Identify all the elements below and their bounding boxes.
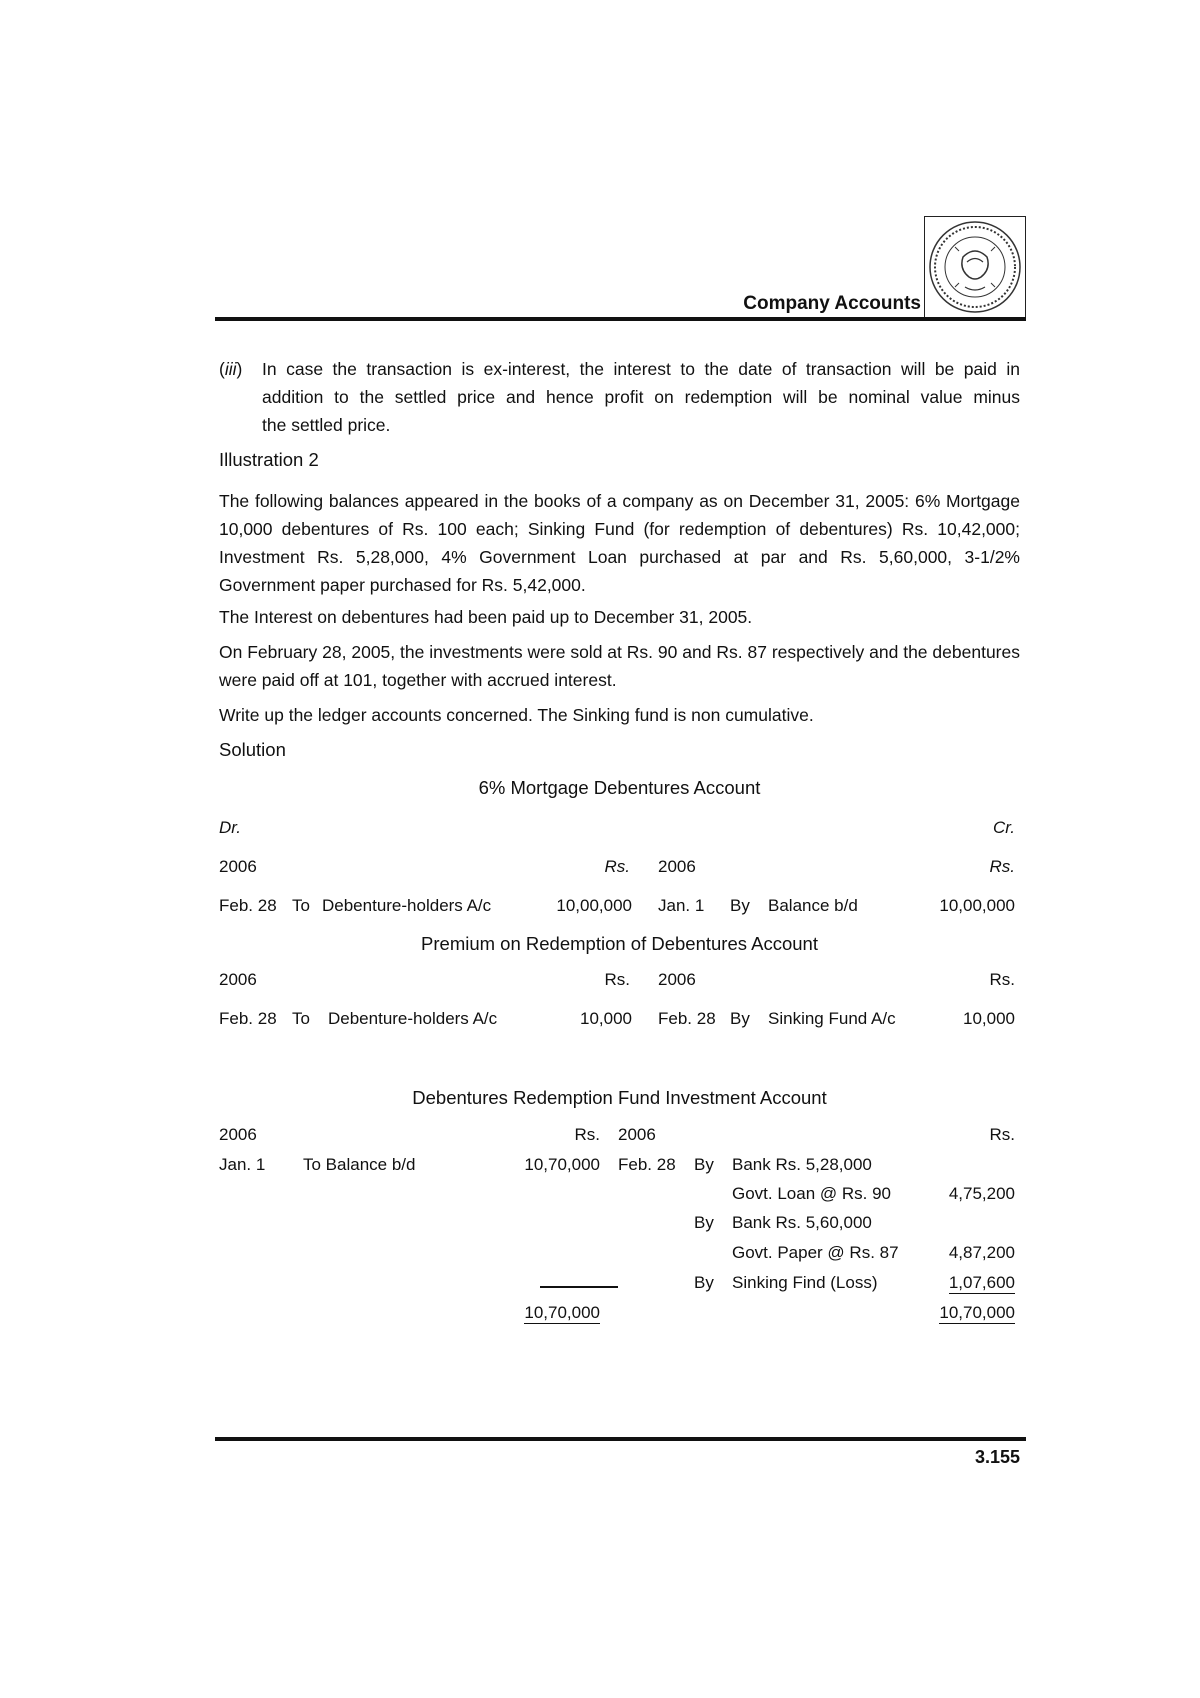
account3-amount-2: 4,75,200 [948,1184,1015,1203]
account1-by: By [730,896,750,915]
account3-by-5: By [694,1273,714,1292]
account2-particulars-right: Sinking Fund A/c [768,1009,896,1028]
account3-left-subtotal-rule [540,1286,618,1288]
account1-particulars-right: Balance b/d [768,896,858,915]
header-rule [215,317,1026,321]
account3-by-3: By [694,1213,714,1232]
account3-year-left: 2006 [219,1125,257,1144]
account3-rs-right: Rs. [989,1125,1015,1144]
account3-particulars-3: Bank Rs. 5,60,000 [732,1213,872,1232]
account3-particulars-5: Sinking Find (Loss) [732,1273,878,1292]
account3-by-1: By [694,1155,714,1174]
account2-rs-left: Rs. [604,970,630,989]
illustration-paragraph-3: On February 28, 2005, the investments were sold at Rs. 90 and Rs. 87 respectively and the debentures were paid off at 101, together with accrued interest. [219,642,1020,690]
institute-seal-logo-icon [924,216,1026,318]
account2-particulars-left: Debenture-holders A/c [328,1009,498,1028]
account3-particulars-left: To Balance b/d [303,1155,416,1174]
account3-amount-5: 1,07,600 [948,1273,1015,1292]
account2-by: By [730,1009,750,1028]
account1-date-right: Jan. 1 [658,896,705,915]
account2-date-right: Feb. 28 [658,1009,716,1028]
account1-particulars-left: Debenture-holders A/c [322,896,492,915]
account3-total-left: 10,70,000 [524,1303,600,1322]
account3-amount-left: 10,70,000 [524,1155,600,1174]
account2-rs-right: Rs. [989,970,1015,989]
account3-particulars-2: Govt. Loan @ Rs. 90 [732,1184,892,1203]
intro-line-2: addition to the settled price and hence profit on redemption will be nominal value minus [262,387,1020,407]
footer-rule [215,1437,1026,1441]
illustration-paragraph-4: Write up the ledger accounts concerned. The Sinking fund is non cumulative. [219,705,814,725]
page-number: 3.155 [974,1447,1020,1467]
account1-rs-right: Rs. [989,857,1015,876]
account3-amount-4: 4,87,200 [948,1243,1015,1262]
account3-particulars-1: Bank Rs. 5,28,000 [732,1155,872,1174]
account1-rs-left: Rs. [604,857,630,876]
illustration-heading: Illustration 2 [219,449,319,470]
account2-amount-left: 10,000 [580,1009,632,1028]
account1-amount-right: 10,00,000 [939,896,1015,915]
account3-title: Debentures Redemption Fund Investment Account [412,1087,827,1108]
list-marker: (iii) [219,359,243,379]
account1-title: 6% Mortgage Debentures Account [478,777,761,798]
account1-date-left: Feb. 28 [219,896,277,915]
intro-line-3: the settled price. [262,415,391,435]
account2-to: To [292,1009,310,1028]
account1-year-left: 2006 [219,857,257,876]
account3-total-right: 10,70,000 [939,1303,1015,1322]
solution-heading: Solution [219,739,286,760]
account3-date-left: Jan. 1 [219,1155,266,1174]
account2-year-left: 2006 [219,970,257,989]
account1-to: To [292,896,310,915]
credit-label: Cr. [992,818,1015,837]
seal-graphic [925,217,1025,317]
account3-year-right: 2006 [618,1125,656,1144]
illustration-paragraph-2: The Interest on debentures had been paid up to December 31, 2005. [219,607,753,627]
debit-label: Dr. [219,818,242,837]
account1-year-right: 2006 [658,857,696,876]
intro-line-1: In case the transaction is ex-interest, the interest to the date of transaction will be paid in [262,359,1020,379]
account3-date-right: Feb. 28 [618,1155,676,1174]
account3-particulars-4: Govt. Paper @ Rs. 87 [732,1243,899,1262]
account1-amount-left: 10,00,000 [556,896,632,915]
account3-rs-left: Rs. [574,1125,600,1144]
illustration-paragraph-1: The following balances appeared in the books of a company as on December 31, 2005: 6% Mortgage 10,000 debentures of Rs. 100 each; Sinking Fund (for redemption of debentures) Rs. 10,42,000; Investment Rs. 5,28,000, 4% Government Loan purchased at par and Rs. 5,60,000, 3-1/2% Government paper purchased for Rs. 5,42,000. [219,491,1020,595]
running-header-title: Company Accounts [743,293,921,314]
account2-amount-right: 10,000 [963,1009,1015,1028]
account2-year-right: 2006 [658,970,696,989]
account2-title: Premium on Redemption of Debentures Account [421,933,818,954]
account2-date-left: Feb. 28 [219,1009,277,1028]
